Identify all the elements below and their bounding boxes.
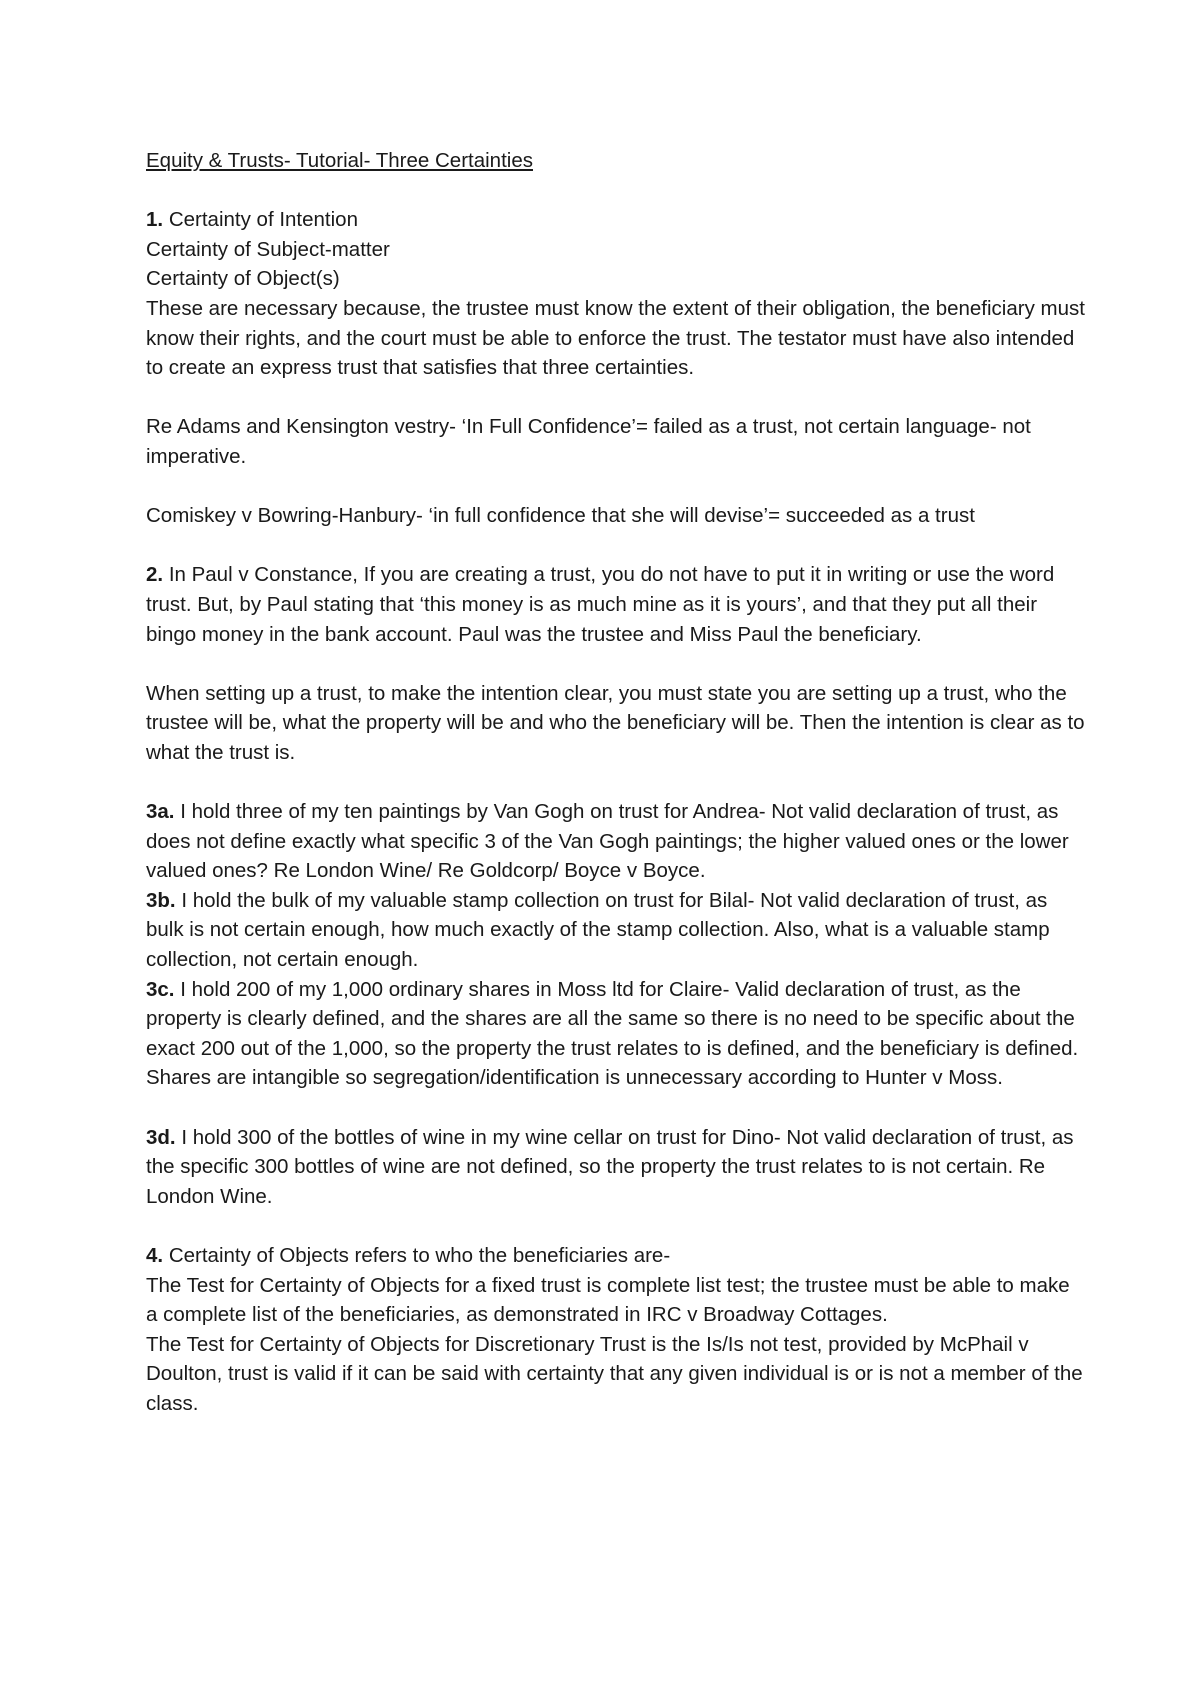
spacer bbox=[146, 1211, 1086, 1241]
spacer bbox=[146, 649, 1086, 679]
q3c-body: I hold 200 of my 1,000 ordinary shares in Moss ltd for Claire- Valid declaration of trust, as the property is clearly defined, and the shares are all the same so there is no need to be specific about the exact 200 out of the 1,000, so the property the trust relates to is defined, and the beneficiary is defined. Shares are intangible so segregation/identification is unnecessary according to Hunter v Moss. bbox=[146, 977, 1079, 1090]
q4-discretionary-trust-test: The Test for Certainty of Objects for Discretionary Trust is the Is/Is not test, provided by McPhail v Doulton, trust is valid if it can be said with certainty that any given individual is or is not a member of the class. bbox=[146, 1332, 1083, 1415]
q3b-paragraph bbox=[146, 886, 1086, 975]
q3b-body: I hold the bulk of my valuable stamp collection on trust for Bilal- Not valid declaration of trust, as bulk is not certain enough, how much exactly of the stamp collection. Also, what is a valuable stamp collection, not certain enough. bbox=[146, 888, 1050, 972]
q3d-body: I hold 300 of the bottles of wine in my wine cellar on trust for Dino- Not valid declaration of trust, as the specific 300 bottles of wine are not defined, so the property the trust relates to is not certain. Re London Wine. bbox=[146, 1125, 1074, 1208]
q2-number: 2. bbox=[146, 563, 164, 587]
q3a-paragraph bbox=[146, 797, 1086, 886]
document-page bbox=[146, 146, 1086, 1419]
q3c-number: 3c. bbox=[146, 977, 175, 1001]
q2-body: In Paul v Constance, If you are creating a trust, you do not have to put it in writing or use the word trust. But, by Paul stating that ‘this money is as much mine as it is yours’, and that they put all their bingo money in the bank account. Paul was the trustee and Miss Paul the beneficiary. bbox=[146, 563, 1055, 646]
q2-paragraph bbox=[146, 560, 1086, 649]
q1-case-re-adams: Re Adams and Kensington vestry- ‘In Full Confidence’= failed as a trust, not certain language- not imperative. bbox=[146, 415, 1031, 468]
q3d-paragraph bbox=[146, 1123, 1086, 1212]
spacer bbox=[146, 472, 1086, 502]
q2-intention-paragraph: When setting up a trust, to make the intention clear, you must state you are setting up a trust, who the trustee will be, what the property will be and who the beneficiary will be. Then the intention is clear as to what the trust is. bbox=[146, 681, 1085, 764]
q3b-number: 3b. bbox=[146, 888, 176, 912]
spacer bbox=[146, 383, 1086, 413]
q4-paragraph bbox=[146, 1241, 1086, 1271]
q3c-paragraph bbox=[146, 975, 1086, 1093]
q1-certainty-subject-matter: Certainty of Subject-matter bbox=[146, 237, 390, 261]
q3a-number: 3a. bbox=[146, 800, 175, 824]
q4-fixed-trust-test: The Test for Certainty of Objects for a fixed trust is complete list test; the trustee must be able to make a complete list of the beneficiaries, as demonstrated in IRC v Broadway Cottages. bbox=[146, 1273, 1070, 1327]
spacer bbox=[146, 1093, 1086, 1123]
q4-number: 4. bbox=[146, 1243, 164, 1267]
q3a-body: I hold three of my ten paintings by Van Gogh on trust for Andrea- Not valid declaration of trust, as does not define exactly what specific 3 of the Van Gogh paintings; the higher valued ones or the lower valued ones? Re London Wine/ Re Goldcorp/ Boyce v Boyce. bbox=[146, 800, 1069, 883]
spacer bbox=[146, 767, 1086, 797]
q1-number: 1. bbox=[146, 208, 164, 232]
q1-explanation: These are necessary because, the trustee must know the extent of their obligation, the beneficiary must know their rights, and the court must be able to enforce the trust. The testator must have also intended to create an express trust that satisfies that three certainties. bbox=[146, 296, 1085, 380]
document-title: Equity & Trusts- Tutorial- Three Certainties bbox=[146, 149, 533, 172]
q1-certainty-objects: Certainty of Object(s) bbox=[146, 267, 340, 291]
spacer bbox=[146, 176, 1086, 206]
q3d-number: 3d. bbox=[146, 1125, 176, 1149]
q1-certainty-intention: Certainty of Intention bbox=[168, 208, 358, 232]
q1-line-1 bbox=[146, 205, 1086, 235]
q1-case-comiskey: Comiskey v Bowring-Hanbury- ‘in full confidence that she will devise’= succeeded as a trust bbox=[146, 504, 975, 528]
q4-body: Certainty of Objects refers to who the beneficiaries are- bbox=[168, 1243, 671, 1267]
spacer bbox=[146, 531, 1086, 561]
